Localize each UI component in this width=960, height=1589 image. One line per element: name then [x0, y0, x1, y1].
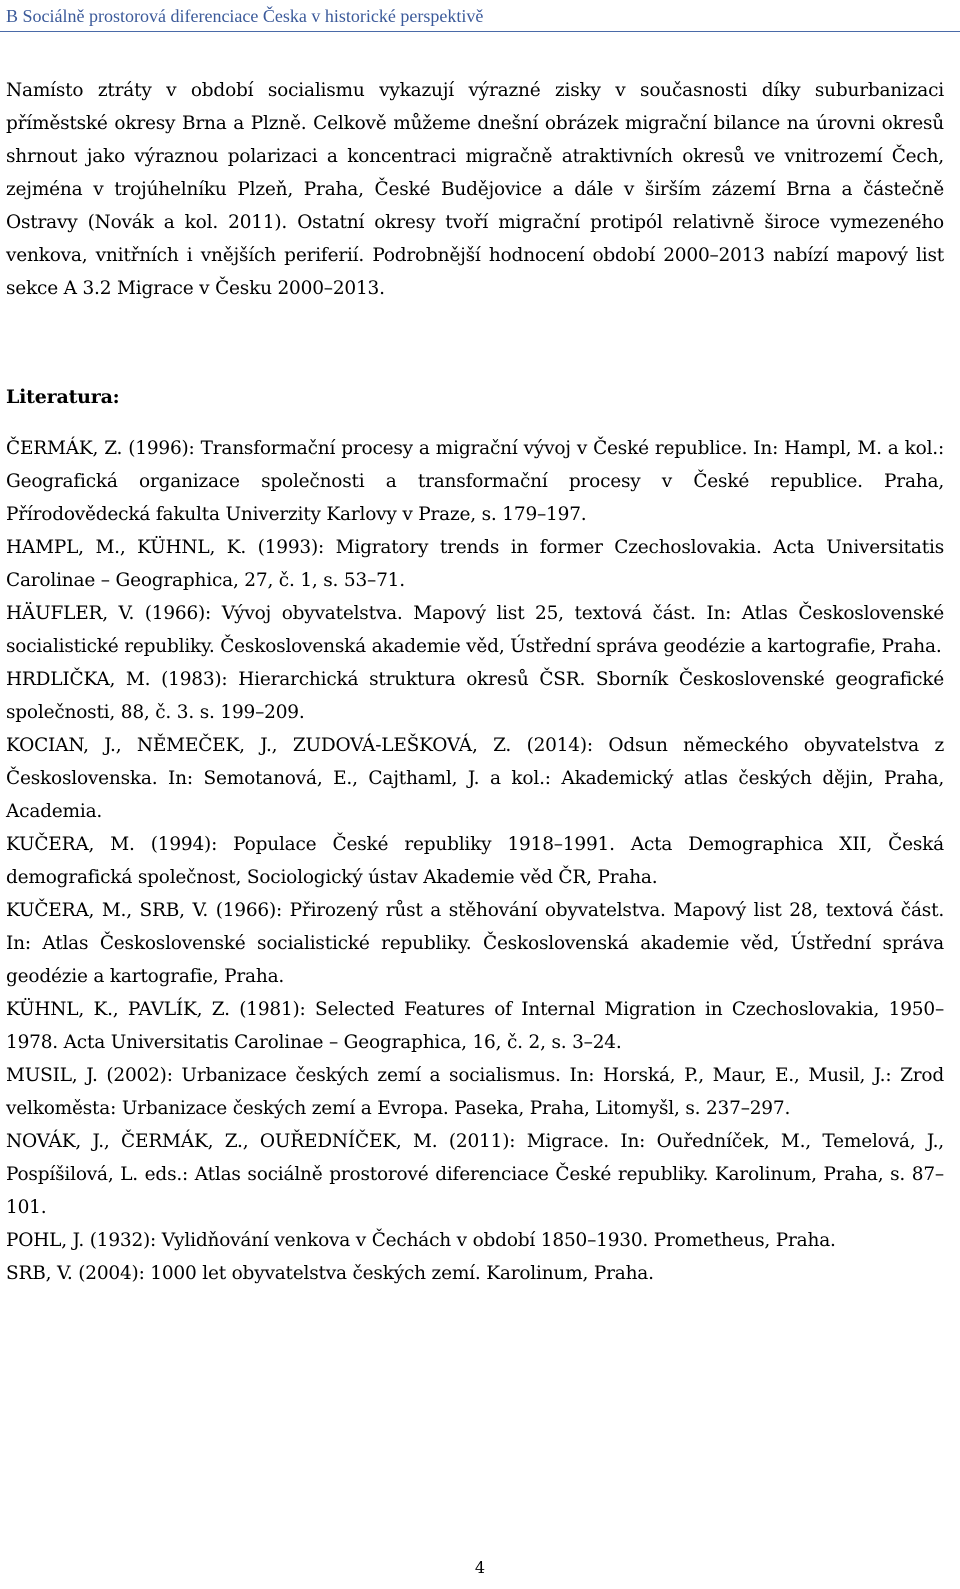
page-content [6, 74, 944, 1290]
reference-item: KÜHNL, K., PAVLÍK, Z. (1981): Selected Features of Internal Migration in Czechoslovakia, 1950–1978. Acta Universitatis Carolinae – Geographica, 16, č. 2, s. 3–24. [6, 999, 944, 1053]
body-paragraph: Namísto ztráty v období socialismu vykazují výrazné zisky v současnosti díky suburbanizaci příměstské okresy Brna a Plzně. Celkově můžeme dnešní obrázek migrační bilance na úrovni okresů shrnout jako výraznou polarizaci a koncentraci migračně atraktivních okresů ve vnitrozemí Čech, zejména v trojúhelníku Plzeň, Praha, České Budějovice a dále v širším zázemí Brna a částečně Ostravy (Novák a kol. 2011). Ostatní okresy tvoří migrační protipól relativně široce vymezeného venkova, vnitřních i vnějších periferií. Podrobnější hodnocení období 2000–2013 nabízí mapový list sekce A 3.2 Migrace v Česku 2000–2013. [6, 80, 944, 299]
reference-item: KUČERA, M., SRB, V. (1966): Přirozený růst a stěhování obyvatelstva. Mapový list 28, textová část. In: Atlas Československé socialistické republiky. Československá akademie věd, Ústřední správa geodézie a kartografie, Praha. [6, 900, 944, 987]
reference-item: ČERMÁK, Z. (1996): Transformační procesy a migrační vývoj v České republice. In: Hampl, M. a kol.: Geografická organizace společnosti a transformační procesy v České republice. Praha, Přírodovědecká fakulta Univerzity Karlovy v Praze, s. 179–197. [6, 438, 944, 525]
reference-item: HAMPL, M., KÜHNL, K. (1993): Migratory trends in former Czechoslovakia. Acta Universitatis Carolinae – Geographica, 27, č. 1, s. 53–71. [6, 537, 944, 591]
reference-item: KOCIAN, J., NĚMEČEK, J., ZUDOVÁ-LEŠKOVÁ, Z. (2014): Odsun německého obyvatelstva z Československa. In: Semotanová, E., Cajthaml, J. a kol.: Akademický atlas českých dějin, Praha, Academia. [6, 735, 944, 822]
page-number: 4 [474, 1558, 486, 1577]
reference-list [6, 432, 944, 1290]
reference-item: HRDLIČKA, M. (1983): Hierarchická struktura okresů ČSR. Sborník Československé geografické společnosti, 88, č. 3. s. 199–209. [6, 669, 944, 723]
reference-item: MUSIL, J. (2002): Urbanizace českých zemí a socialismus. In: Horská, P., Maur, E., Musil, J.: Zrod velkoměsta: Urbanizace českých zemí a Evropa. Paseka, Praha, Litomyšl, s. 237–297. [6, 1065, 944, 1119]
reference-item: NOVÁK, J., ČERMÁK, Z., OUŘEDNÍČEK, M. (2011): Migrace. In: Ouředníček, M., Temelová, J., Pospíšilová, L. eds.: Atlas sociálně prostorové diferenciace České republiky. Karolinum, Praha, s. 87–101. [6, 1131, 944, 1218]
running-header [0, 4, 960, 32]
reference-item: HÄUFLER, V. (1966): Vývoj obyvatelstva. Mapový list 25, textová část. In: Atlas Československé socialistické republiky. Československá akademie věd, Ústřední správa geodézie a kartografie, Praha. [6, 603, 944, 657]
reference-item: KUČERA, M. (1994): Populace České republiky 1918–1991. Acta Demographica XII, Česká demografická společnost, Sociologický ústav Akademie věd ČR, Praha. [6, 834, 944, 888]
reference-item: SRB, V. (2004): 1000 let obyvatelstva českých zemí. Karolinum, Praha. [6, 1263, 654, 1284]
literature-heading: Literatura: [6, 386, 120, 408]
reference-item: POHL, J. (1932): Vylidňování venkova v Čechách v období 1850–1930. Prometheus, Praha. [6, 1230, 836, 1251]
running-header-title: B Sociálně prostorová diferenciace Česka v historické perspektivě [6, 6, 484, 26]
